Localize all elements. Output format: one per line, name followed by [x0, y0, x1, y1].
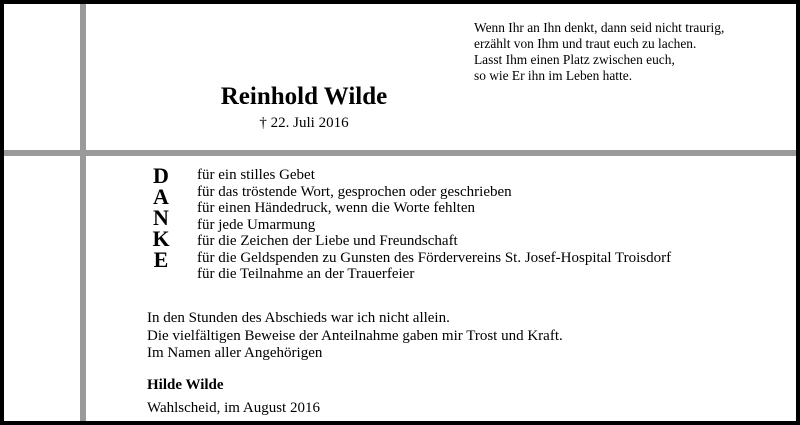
closing-line: In den Stunden des Abschieds war ich nicht allein. — [147, 310, 450, 326]
danke-letter: D — [153, 163, 169, 188]
poem — [474, 20, 724, 84]
thanks-line: für jede Umarmung — [197, 216, 316, 233]
place-date: Wahlscheid, im August 2016 — [147, 400, 320, 416]
poem-line: erzählt von Ihm und traut euch zu lachen. — [474, 36, 697, 51]
poem-line: Lasst Ihm einen Platz zwischen euch, — [474, 52, 675, 67]
signer-name: Hilde Wilde — [147, 377, 224, 393]
thanks-line: für die Zeichen der Liebe und Freundschaft — [197, 233, 458, 249]
closing-line: Die vielfältigen Beweise der Anteilnahme gaben mir Trost und Kraft. — [147, 327, 563, 344]
thanks-line: für das tröstende Wort, gesprochen oder geschrieben — [197, 183, 512, 200]
thanks-list — [197, 167, 671, 283]
vertical-divider — [80, 4, 86, 421]
deceased-name: Reinhold Wilde — [220, 83, 388, 110]
closing-text — [147, 310, 563, 363]
danke-letter: E — [153, 247, 169, 272]
thanks-line: für einen Händedruck, wenn die Worte fehlten — [197, 200, 475, 216]
closing-line: Im Namen aller Angehörigen — [147, 345, 323, 361]
danke-letter: A — [153, 184, 169, 209]
poem-line: Wenn Ihr an Ihn denkt, dann seid nicht traurig, — [474, 20, 725, 35]
thanks-line: für die Teilnahme an der Trauerfeier — [197, 266, 415, 282]
poem-line: so wie Er ihn im Leben hatte. — [474, 68, 633, 83]
thanks-line: für die Geldspenden zu Gunsten des Fördervereins St. Josef-Hospital Troisdorf — [197, 249, 672, 266]
thanks-line: für ein stilles Gebet — [197, 167, 315, 183]
danke-letter: N — [153, 205, 169, 230]
danke-letter: K — [152, 226, 170, 251]
danke-letters — [146, 165, 176, 270]
death-date: † 22. Juli 2016 — [259, 115, 349, 131]
horizontal-divider — [4, 150, 796, 156]
